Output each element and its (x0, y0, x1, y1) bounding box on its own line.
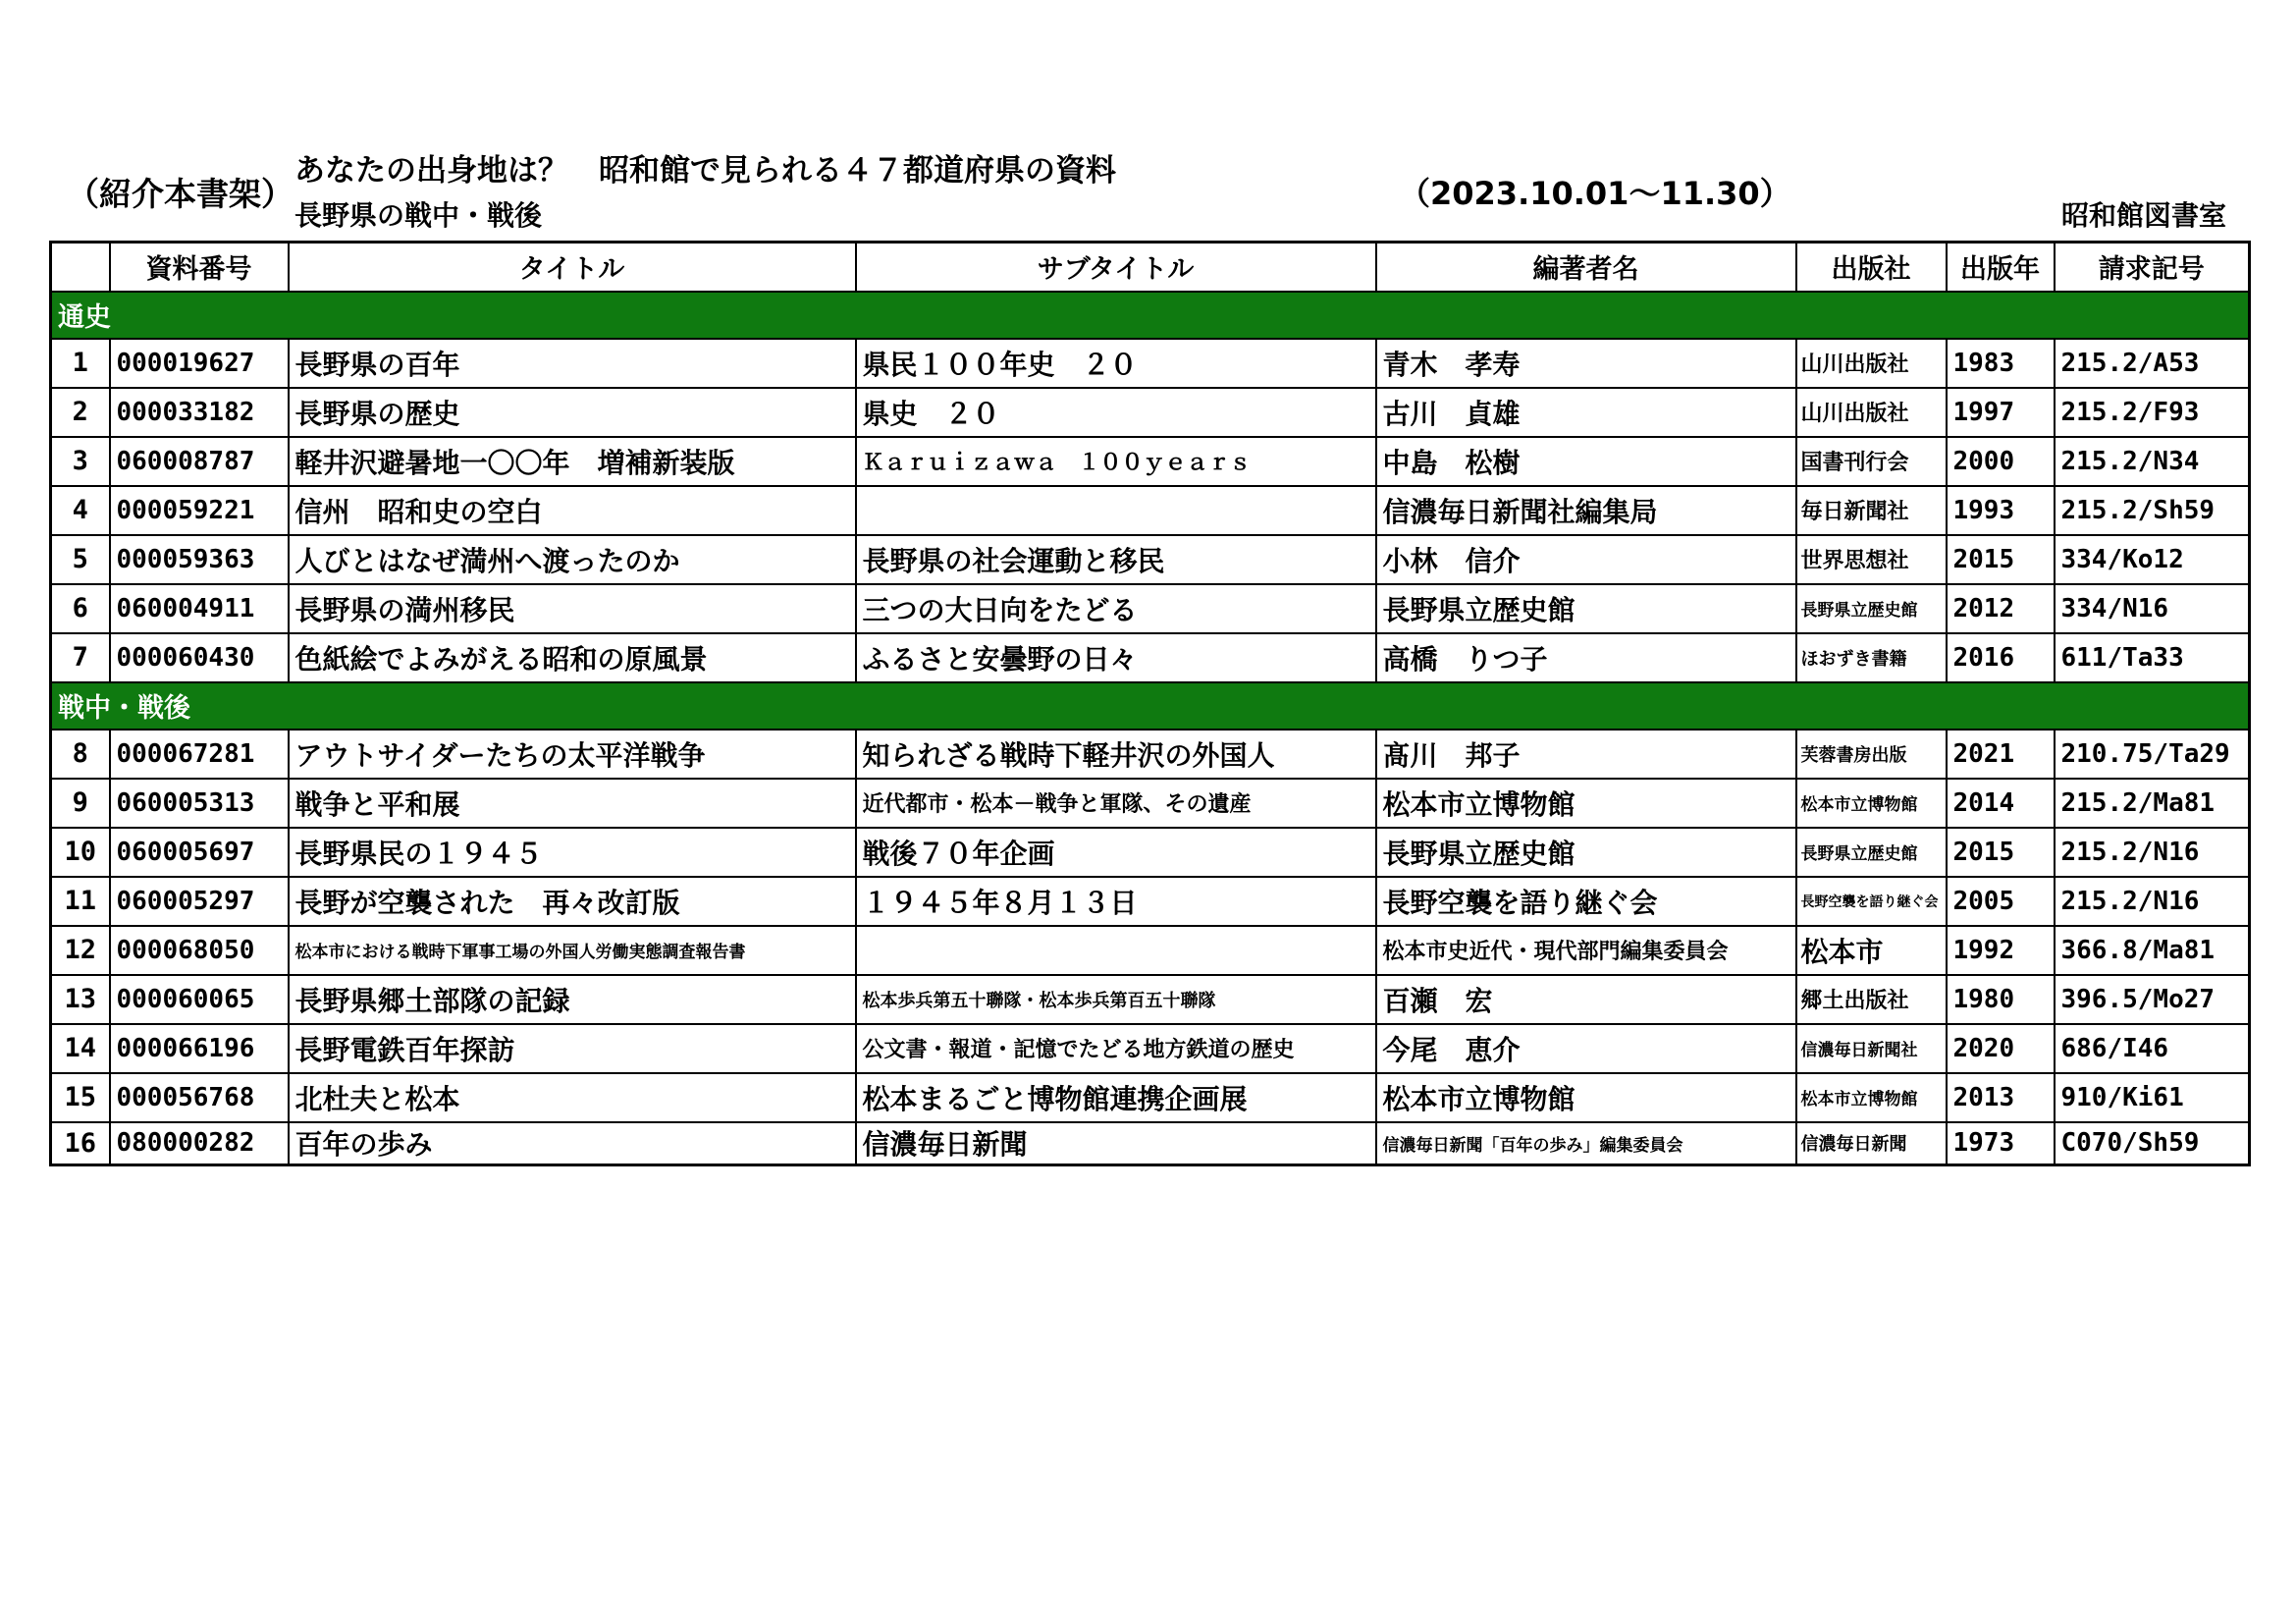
publication-year: 1997 (1947, 388, 2055, 437)
book-author: 小林 信介 (1376, 535, 1796, 584)
book-author: 信濃毎日新聞社編集局 (1376, 486, 1796, 535)
row-number: 3 (51, 437, 110, 486)
col-header-subtitle: サブタイトル (856, 243, 1376, 292)
call-number: 686/I46 (2055, 1024, 2250, 1073)
shelf-label: （紹介本書架） (67, 175, 294, 213)
col-header-author: 編著者名 (1376, 243, 1796, 292)
col-header-publisher: 出版社 (1796, 243, 1947, 292)
book-title: 北杜夫と松本 (289, 1073, 856, 1122)
book-title: 長野県の歴史 (289, 388, 856, 437)
book-subtitle: 松本まるごと博物館連携企画展 (856, 1073, 1376, 1122)
table-row (51, 975, 2250, 1024)
material-id: 000059221 (110, 486, 289, 535)
library-name: 昭和館図書室 (2061, 199, 2227, 232)
row-number: 5 (51, 535, 110, 584)
page-subtitle: 長野県の戦中・戦後 (294, 199, 543, 232)
col-header-material-id: 資料番号 (110, 243, 289, 292)
section-row (51, 682, 2250, 730)
book-subtitle: 県民１００年史 ２０ (856, 339, 1376, 388)
material-id: 000059363 (110, 535, 289, 584)
material-id: 000060065 (110, 975, 289, 1024)
call-number: 910/Ki61 (2055, 1073, 2250, 1122)
row-number: 15 (51, 1073, 110, 1122)
book-title: 長野県郷土部隊の記録 (289, 975, 856, 1024)
call-number: 215.2/Sh59 (2055, 486, 2250, 535)
call-number: 210.75/Ta29 (2055, 730, 2250, 779)
material-id: 060008787 (110, 437, 289, 486)
material-id: 060005313 (110, 779, 289, 828)
book-publisher: 郷土出版社 (1796, 975, 1947, 1024)
book-title: 松本市における戦時下軍事工場の外国人労働実態調査報告書 (289, 926, 856, 975)
book-publisher: 国書刊行会 (1796, 437, 1947, 486)
book-publisher: 松本市立博物館 (1796, 779, 1947, 828)
publication-year: 2005 (1947, 877, 2055, 926)
row-number: 2 (51, 388, 110, 437)
row-number: 14 (51, 1024, 110, 1073)
book-author: 長野県立歴史館 (1376, 828, 1796, 877)
table-row (51, 535, 2250, 584)
book-subtitle: Ｋａｒｕｉｚａｗａ １００ｙｅａｒｓ (856, 437, 1376, 486)
table-row (51, 388, 2250, 437)
book-list-table (49, 241, 2251, 1166)
book-subtitle (856, 926, 1376, 975)
book-publisher: 山川出版社 (1796, 388, 1947, 437)
col-header-call-number: 請求記号 (2055, 243, 2250, 292)
book-publisher: 松本市立博物館 (1796, 1073, 1947, 1122)
publication-year: 1993 (1947, 486, 2055, 535)
book-subtitle: 松本歩兵第五十聯隊・松本歩兵第百五十聯隊 (856, 975, 1376, 1024)
table-header-row (51, 243, 2250, 292)
book-subtitle: ふるさと安曇野の日々 (856, 633, 1376, 682)
publication-year: 2015 (1947, 828, 2055, 877)
book-subtitle: 長野県の社会運動と移民 (856, 535, 1376, 584)
table-row (51, 1073, 2250, 1122)
table-row (51, 1122, 2250, 1165)
table-row (51, 339, 2250, 388)
publication-year: 1992 (1947, 926, 2055, 975)
book-subtitle: 県史 ２０ (856, 388, 1376, 437)
publication-year: 1983 (1947, 339, 2055, 388)
row-number: 8 (51, 730, 110, 779)
publication-year: 1973 (1947, 1122, 2055, 1165)
book-subtitle: 戦後７０年企画 (856, 828, 1376, 877)
book-title: 軽井沢避暑地一〇〇年 増補新装版 (289, 437, 856, 486)
row-number: 9 (51, 779, 110, 828)
row-number: 11 (51, 877, 110, 926)
material-id: 060005297 (110, 877, 289, 926)
table-row (51, 926, 2250, 975)
book-subtitle (856, 486, 1376, 535)
table-row (51, 828, 2250, 877)
call-number: 215.2/N16 (2055, 828, 2250, 877)
material-id: 000033182 (110, 388, 289, 437)
table-row (51, 1024, 2250, 1073)
book-publisher: 長野県立歴史館 (1796, 828, 1947, 877)
book-author: 百瀬 宏 (1376, 975, 1796, 1024)
row-number: 1 (51, 339, 110, 388)
col-header-title: タイトル (289, 243, 856, 292)
book-title: 長野電鉄百年探訪 (289, 1024, 856, 1073)
row-number: 4 (51, 486, 110, 535)
call-number: 215.2/N34 (2055, 437, 2250, 486)
section-row (51, 292, 2250, 339)
book-subtitle: １９４５年８月１３日 (856, 877, 1376, 926)
publication-year: 2014 (1947, 779, 2055, 828)
book-publisher: 長野県立歴史館 (1796, 584, 1947, 633)
publication-year: 2016 (1947, 633, 2055, 682)
row-number: 16 (51, 1122, 110, 1165)
book-publisher: 長野空襲を語り継ぐ会 (1796, 877, 1947, 926)
publication-year: 1980 (1947, 975, 2055, 1024)
material-id: 000056768 (110, 1073, 289, 1122)
material-id: 080000282 (110, 1122, 289, 1165)
table-row (51, 779, 2250, 828)
call-number: 396.5/Mo27 (2055, 975, 2250, 1024)
col-header-number (51, 243, 110, 292)
book-subtitle: 知られざる戦時下軽井沢の外国人 (856, 730, 1376, 779)
row-number: 7 (51, 633, 110, 682)
call-number: 215.2/F93 (2055, 388, 2250, 437)
book-publisher: 松本市 (1796, 926, 1947, 975)
book-author: 高橋 りつ子 (1376, 633, 1796, 682)
book-title: 百年の歩み (289, 1122, 856, 1165)
book-publisher: 山川出版社 (1796, 339, 1947, 388)
material-id: 060004911 (110, 584, 289, 633)
section-label: 戦中・戦後 (51, 682, 2250, 730)
material-id: 000019627 (110, 339, 289, 388)
table-row (51, 730, 2250, 779)
row-number: 12 (51, 926, 110, 975)
book-author: 松本市史近代・現代部門編集委員会 (1376, 926, 1796, 975)
material-id: 000066196 (110, 1024, 289, 1073)
row-number: 13 (51, 975, 110, 1024)
book-title: 信州 昭和史の空白 (289, 486, 856, 535)
book-author: 中島 松樹 (1376, 437, 1796, 486)
book-title: 人びとはなぜ満州へ渡ったのか (289, 535, 856, 584)
exhibition-period: （2023.10.01～11.30） (1399, 175, 1791, 212)
book-publisher: 毎日新聞社 (1796, 486, 1947, 535)
book-title: 長野県の百年 (289, 339, 856, 388)
book-author: 古川 貞雄 (1376, 388, 1796, 437)
book-author: 松本市立博物館 (1376, 1073, 1796, 1122)
table-row (51, 437, 2250, 486)
col-header-year: 出版年 (1947, 243, 2055, 292)
publication-year: 2021 (1947, 730, 2055, 779)
book-subtitle: 三つの大日向をたどる (856, 584, 1376, 633)
material-id: 060005697 (110, 828, 289, 877)
publication-year: 2020 (1947, 1024, 2055, 1073)
table-row (51, 877, 2250, 926)
book-publisher: ほおずき書籍 (1796, 633, 1947, 682)
book-subtitle: 近代都市・松本－戦争と軍隊、その遺産 (856, 779, 1376, 828)
table-row (51, 633, 2250, 682)
call-number: 334/N16 (2055, 584, 2250, 633)
table-row (51, 486, 2250, 535)
book-publisher: 世界思想社 (1796, 535, 1947, 584)
book-author: 髙川 邦子 (1376, 730, 1796, 779)
book-publisher: 信濃毎日新聞社 (1796, 1024, 1947, 1073)
book-title: 長野県民の１９４５ (289, 828, 856, 877)
page-title: あなたの出身地は？ 昭和館で見られる４７都道府県の資料 (294, 153, 1116, 189)
material-id: 000067281 (110, 730, 289, 779)
material-id: 000068050 (110, 926, 289, 975)
call-number: C070/Sh59 (2055, 1122, 2250, 1165)
call-number: 334/Ko12 (2055, 535, 2250, 584)
book-title: 色紙絵でよみがえる昭和の原風景 (289, 633, 856, 682)
call-number: 215.2/A53 (2055, 339, 2250, 388)
section-label: 通史 (51, 292, 2250, 339)
call-number: 611/Ta33 (2055, 633, 2250, 682)
book-subtitle: 信濃毎日新聞 (856, 1122, 1376, 1165)
book-title: 戦争と平和展 (289, 779, 856, 828)
publication-year: 2012 (1947, 584, 2055, 633)
book-title: 長野県の満州移民 (289, 584, 856, 633)
book-title: 長野が空襲された 再々改訂版 (289, 877, 856, 926)
book-subtitle: 公文書・報道・記憶でたどる地方鉄道の歴史 (856, 1024, 1376, 1073)
book-publisher: 信濃毎日新聞 (1796, 1122, 1947, 1165)
publication-year: 2013 (1947, 1073, 2055, 1122)
row-number: 10 (51, 828, 110, 877)
call-number: 366.8/Ma81 (2055, 926, 2250, 975)
book-publisher: 芙蓉書房出版 (1796, 730, 1947, 779)
call-number: 215.2/Ma81 (2055, 779, 2250, 828)
table-row (51, 584, 2250, 633)
material-id: 000060430 (110, 633, 289, 682)
book-author: 信濃毎日新聞「百年の歩み」編集委員会 (1376, 1122, 1796, 1165)
row-number: 6 (51, 584, 110, 633)
book-title: アウトサイダーたちの太平洋戦争 (289, 730, 856, 779)
book-author: 今尾 恵介 (1376, 1024, 1796, 1073)
publication-year: 2015 (1947, 535, 2055, 584)
book-author: 長野県立歴史館 (1376, 584, 1796, 633)
publication-year: 2000 (1947, 437, 2055, 486)
book-author: 長野空襲を語り継ぐ会 (1376, 877, 1796, 926)
call-number: 215.2/N16 (2055, 877, 2250, 926)
book-author: 松本市立博物館 (1376, 779, 1796, 828)
book-author: 青木 孝寿 (1376, 339, 1796, 388)
